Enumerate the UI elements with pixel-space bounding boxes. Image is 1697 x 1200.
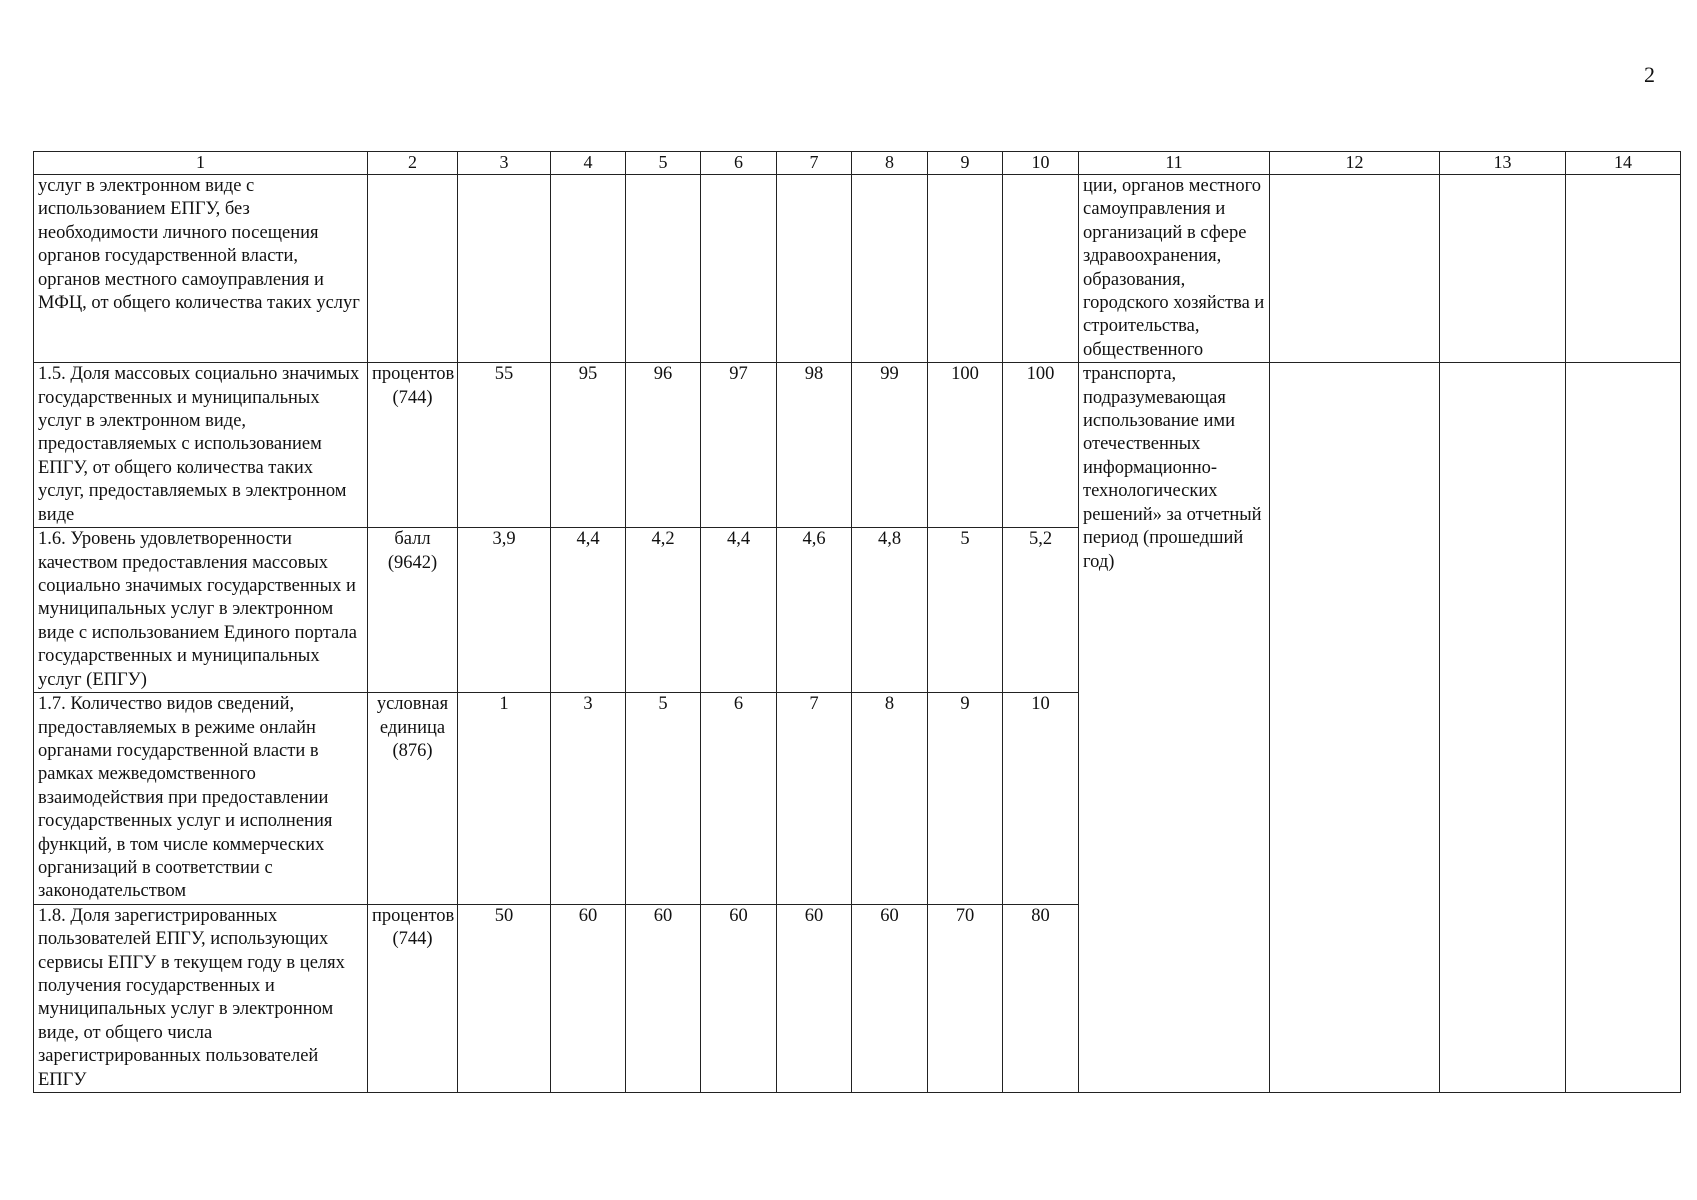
header-cell: 2 [368, 152, 458, 175]
unit-cell: процентов (744) [368, 904, 458, 1092]
value-cell: 80 [1003, 904, 1079, 1092]
value-cell: 100 [1003, 363, 1079, 528]
value-cell [551, 175, 626, 363]
indicator-description: 1.7. Количество видов сведений, предоставляемых в режиме онлайн органами государственной власти в рамках межведомственного взаимодействия при предоставлении государственных услуг и исполнения функций, в том числе коммерческих организаций в соответствии с законодательством [34, 693, 368, 905]
indicator-table [33, 151, 1681, 1093]
value-cell: 9 [928, 693, 1003, 905]
header-cell: 11 [1079, 152, 1270, 175]
header-cell: 7 [777, 152, 852, 175]
header-cell: 13 [1440, 152, 1566, 175]
empty-cell [1566, 363, 1681, 1093]
value-cell: 10 [1003, 693, 1079, 905]
value-cell: 60 [777, 904, 852, 1092]
value-cell: 98 [777, 363, 852, 528]
header-cell: 10 [1003, 152, 1079, 175]
value-cell: 50 [458, 904, 551, 1092]
value-cell [458, 175, 551, 363]
value-cell: 60 [852, 904, 928, 1092]
value-cell [852, 175, 928, 363]
table-header-row [34, 152, 1681, 175]
header-cell: 8 [852, 152, 928, 175]
empty-cell [1566, 175, 1681, 363]
unit-cell: условная единица (876) [368, 693, 458, 905]
value-cell [928, 175, 1003, 363]
value-cell: 8 [852, 693, 928, 905]
indicator-description: 1.6. Уровень удовлетворенности качеством предоставления массовых социально значимых государственных и муниципальных услуг в электронном виде с использованием Единого портала государственных и муниципальных услуг (ЕПГУ) [34, 528, 368, 693]
value-cell: 5 [928, 528, 1003, 693]
value-cell: 4,4 [551, 528, 626, 693]
empty-cell [1440, 175, 1566, 363]
header-cell: 5 [626, 152, 701, 175]
value-cell [777, 175, 852, 363]
value-cell: 95 [551, 363, 626, 528]
header-cell: 6 [701, 152, 777, 175]
description-col11-bottom: транспорта, подразумевающая использование ими отечественных информационно-технологических решений» за отчетный период (прошедший год) [1079, 363, 1270, 1093]
header-cell: 4 [551, 152, 626, 175]
value-cell: 60 [626, 904, 701, 1092]
value-cell: 96 [626, 363, 701, 528]
unit-cell [368, 175, 458, 363]
description-col11-top: ции, органов местного самоуправления и организаций в сфере здравоохранения, образования, городского хозяйства и строительства, общественного [1079, 175, 1270, 363]
header-cell: 3 [458, 152, 551, 175]
header-cell: 9 [928, 152, 1003, 175]
value-cell: 4,2 [626, 528, 701, 693]
value-cell: 7 [777, 693, 852, 905]
value-cell [701, 175, 777, 363]
indicator-description: 1.8. Доля зарегистрированных пользователей ЕПГУ, использующих сервисы ЕПГУ в текущем году в целях получения государственных и муниципальных услуг в электронном виде, от общего числа зарегистрированных пользователей ЕПГУ [34, 904, 368, 1092]
value-cell: 4,6 [777, 528, 852, 693]
value-cell [1003, 175, 1079, 363]
empty-cell [1270, 175, 1440, 363]
value-cell: 60 [701, 904, 777, 1092]
value-cell: 1 [458, 693, 551, 905]
indicator-description: 1.5. Доля массовых социально значимых государственных и муниципальных услуг в электронном виде, предоставляемых с использованием ЕПГУ, от общего количества таких услуг, предоставляемых в электронном виде [34, 363, 368, 528]
table-row [34, 175, 1681, 363]
empty-cell [1270, 363, 1440, 1093]
value-cell: 100 [928, 363, 1003, 528]
value-cell: 5 [626, 693, 701, 905]
header-cell: 1 [34, 152, 368, 175]
value-cell: 99 [852, 363, 928, 528]
unit-cell: процентов (744) [368, 363, 458, 528]
value-cell: 60 [551, 904, 626, 1092]
header-cell: 12 [1270, 152, 1440, 175]
value-cell: 3,9 [458, 528, 551, 693]
value-cell: 70 [928, 904, 1003, 1092]
value-cell [626, 175, 701, 363]
empty-cell [1440, 363, 1566, 1093]
table-row [34, 363, 1681, 528]
value-cell: 5,2 [1003, 528, 1079, 693]
value-cell: 6 [701, 693, 777, 905]
value-cell: 97 [701, 363, 777, 528]
value-cell: 55 [458, 363, 551, 528]
header-cell: 14 [1566, 152, 1681, 175]
unit-cell: балл (9642) [368, 528, 458, 693]
value-cell: 4,4 [701, 528, 777, 693]
indicator-description: услуг в электронном виде с использованием ЕПГУ, без необходимости личного посещения органов государственной власти, органов местного самоуправления и МФЦ, от общего количества таких услуг [34, 175, 368, 363]
page-number: 2 [1644, 62, 1655, 87]
value-cell: 4,8 [852, 528, 928, 693]
value-cell: 3 [551, 693, 626, 905]
